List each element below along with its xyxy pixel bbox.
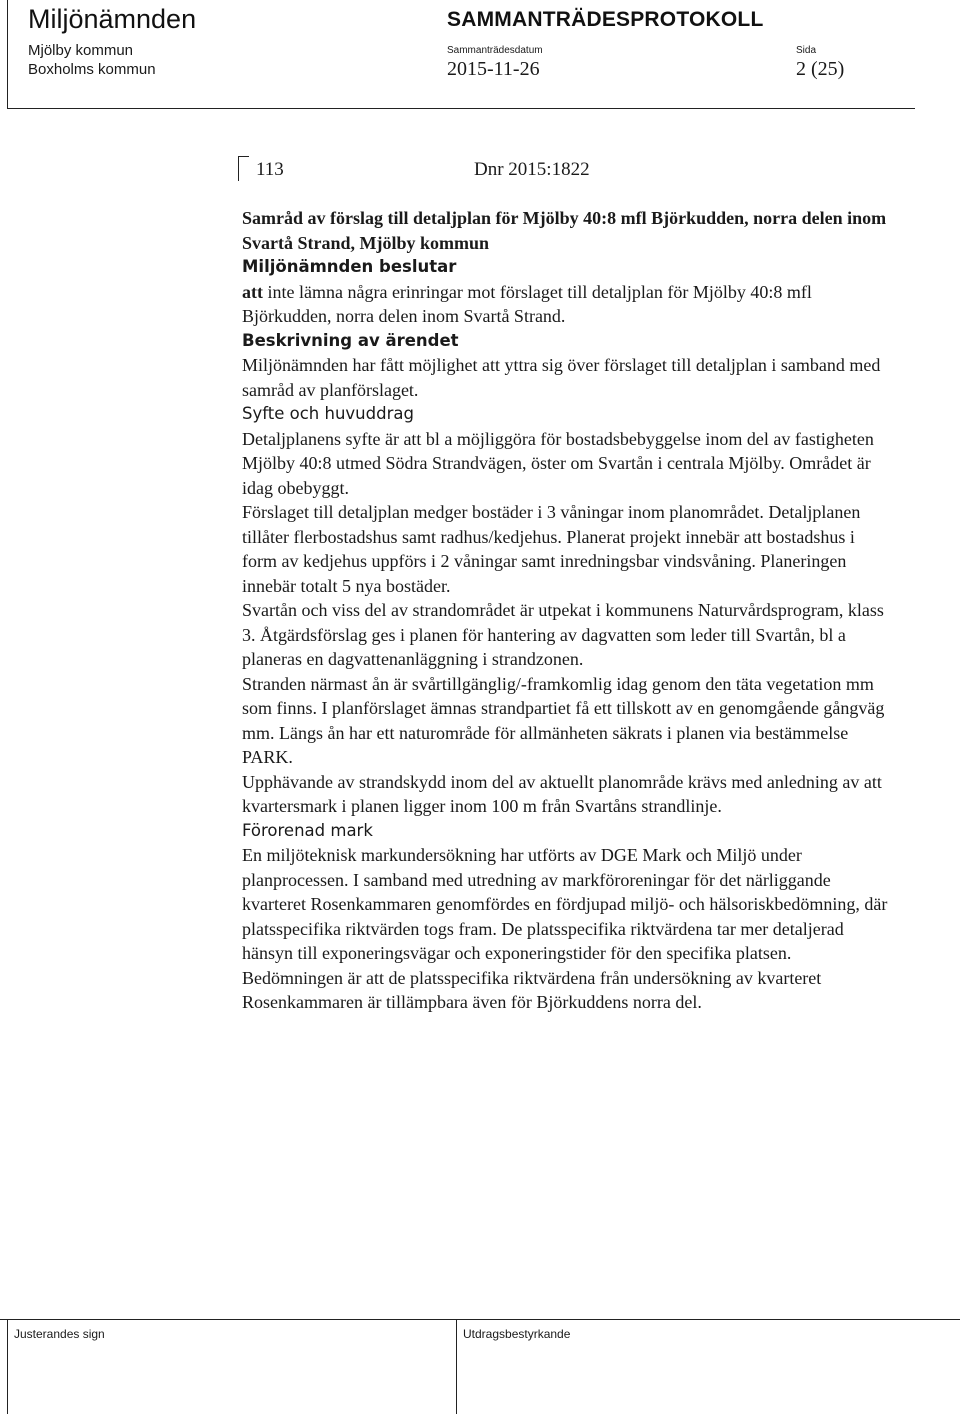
decision-text	[242, 280, 892, 329]
header-bottom-rule	[7, 108, 915, 109]
contamination-text: En miljöteknisk markundersökning har utförts av DGE Mark och Miljö under planprocessen. I samband med utredning av markföroreningar för det närliggande kvarteret Rosenkammaren genomfördes en fördjupad miljö- och hälsoriskbedömning, där platsspecifika riktvärden togs fram. De platsspecifika riktvärdena tar mer detaljerad hänsyn till exponeringsvägar och exponeringstider för den specifika platsen. Bedömningen är att de platsspecifika riktvärdena från undersökning av kvarteret Rosenkammaren är tillämpbara även för Björkuddens norra del.	[242, 845, 888, 1012]
page-number: 2 (25)	[796, 58, 845, 80]
header-left-rule	[7, 0, 8, 109]
meeting-date: 2015-11-26	[447, 58, 540, 80]
decision-att: att	[242, 281, 263, 302]
footer-left-rule	[7, 1319, 8, 1414]
protocol-header	[0, 0, 960, 110]
municipality-2: Boxholms kommun	[28, 61, 156, 78]
purpose-paragraph-1: Detaljplanens syfte är att bl a möjliggöra för bostadsbebyggelse inom del av fastigheten Mjölby 40:8 utmed Södra Strandvägen, öster om Svartån i centrala Mjölby. Området är idag obebyggt.	[242, 428, 874, 498]
footer-top-rule	[0, 1319, 960, 1320]
page-label: Sida	[796, 45, 817, 56]
case-number: 113	[256, 159, 284, 180]
case-line	[242, 158, 892, 184]
purpose-heading: Syfte och huvuddrag	[242, 404, 414, 423]
purpose-paragraph-2: Förslaget till detaljplan medger bostäder i 3 våningar inom planområdet. Detaljplanen tillåter flerbostadshus samt radhus/kedjehus. Planerat projekt innebär att bostadshus i form av kedjehus uppförs i 2 våningar samt inredningsbar vindsvåning. Planeringen innebär totalt 5 nya bostäder.	[242, 502, 861, 596]
purpose-paragraph-4: Stranden närmast ån är svårtillgänglig/-framkomlig idag genom den täta vegetation mm som finns. I planförslaget ämnas strandpartiet få ett tillskott av en genomgående gångväg mm. Längs ån har ett naturområde för allmänheten säkrats i planen via bestämmelse PARK.	[242, 673, 885, 767]
case-dnr: Dnr 2015:1822	[474, 159, 590, 180]
protocol-title: SAMMANTRÄDESPROTOKOLL	[447, 8, 764, 31]
decision-body: inte lämna några erinringar mot förslaget till detaljplan för Mjölby 40:8 mfl Björkudden, norra delen inom Svartå Strand.	[242, 281, 812, 326]
purpose-paragraph-3: Svartån och viss del av strandområdet är utpekat i kommunens Naturvårdsprogram, klass 3. Åtgärdsförslag ges i planen för hantering av dagvatten som leder till Svartån, bl a planeras en dagvattenanläggning i strandzonen.	[242, 600, 884, 669]
meeting-date-label: Sammanträdesdatum	[447, 45, 543, 56]
protocol-body	[242, 158, 892, 1015]
case-title: Samråd av förslag till detaljplan för Mjölby 40:8 mfl Björkudden, norra delen inom Svartå Strand, Mjölby kommun	[242, 208, 887, 253]
description-heading: Beskrivning av ärendet	[242, 330, 459, 350]
case-corner-mark	[238, 156, 249, 181]
adjuster-signature-label: Justerandes sign	[14, 1327, 105, 1341]
municipality-1: Mjölby kommun	[28, 42, 134, 59]
extract-certification-label: Utdragsbestyrkande	[463, 1327, 571, 1341]
purpose-paragraph-5: Upphävande av strandskydd inom del av aktuellt planområde krävs med anledning av att kvartersmark i planen ligger inom 100 m från Svartåns strandlinje.	[242, 771, 882, 816]
contamination-heading: Förorenad mark	[242, 820, 373, 840]
committee-title: Miljönämnden	[28, 4, 197, 34]
description-text: Miljönämnden har fått möjlighet att yttra sig över förslaget till detaljplan i samband med samråd av planförslaget.	[242, 355, 881, 400]
decision-heading: Miljönämnden beslutar	[242, 257, 457, 276]
footer-divider	[456, 1319, 457, 1414]
